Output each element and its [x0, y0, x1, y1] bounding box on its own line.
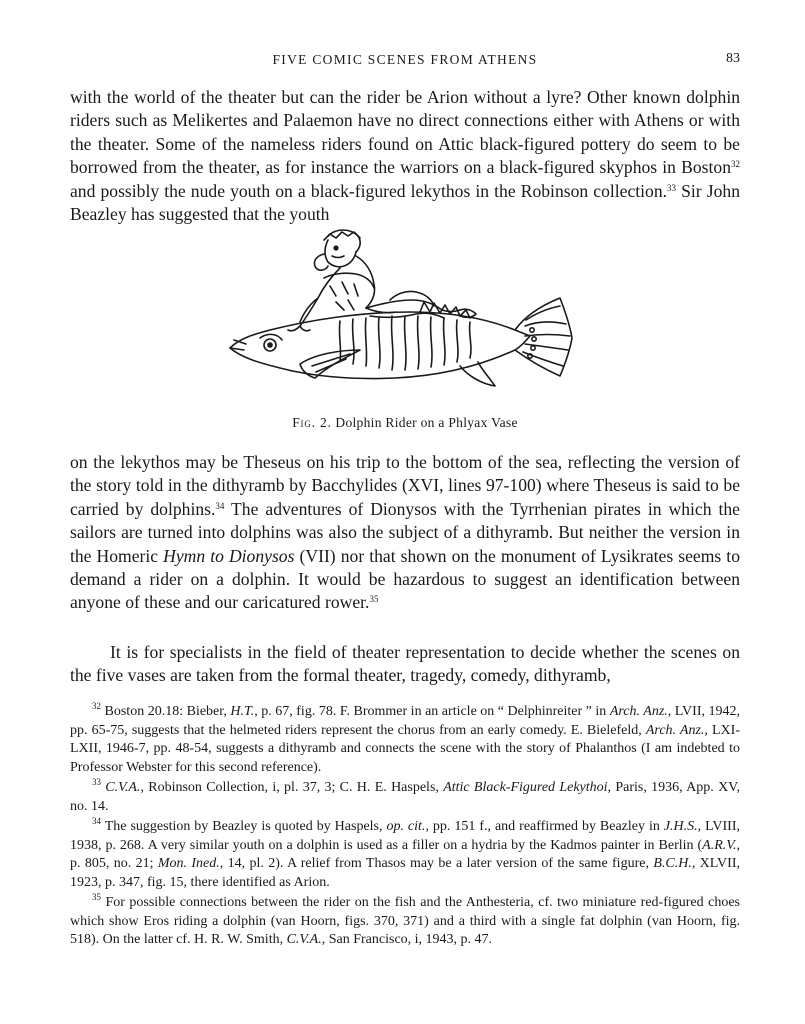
footnote-34 [70, 818, 740, 892]
figure-caption [70, 415, 740, 431]
footnote-italic: A.R.V. [702, 837, 737, 853]
footnote-text: , San Francisco, i, 1943, p. 47. [321, 932, 493, 947]
footnote-italic: Arch. Anz. [609, 704, 668, 719]
paragraph-1-text: with the world of the theater but can the rider be Arion without a lyre? Other known dolphin riders such as Melikertes and Palaemon have no direct connections either with Athens or with the theater. Some of the nameless riders found on Attic black-figured pottery do seem to be borrowed from the theater, as for instance the warriors on a black-figured skyphos in Boston [70, 87, 740, 178]
footnote-number: 35 [92, 892, 101, 902]
footnote-number: 34 [92, 816, 101, 826]
paragraph-1-text-end: Sir John Beazley has suggested that the youth [70, 180, 740, 225]
footnote-italic: B.C.H. [653, 856, 692, 871]
dolphin-rider-illustration [220, 226, 590, 406]
footnote-italic: H.T. [230, 704, 255, 719]
paragraph-3: It is for specialists in the field of theater representation to decide whether the scenes on the five vases are taken from the formal theater, tragedy, comedy, dithyramb, [70, 642, 740, 686]
footnotes [70, 703, 740, 952]
footnote-ref-35[interactable]: 35 [369, 594, 379, 605]
footnote-italic: op. cit. [386, 819, 426, 834]
footnote-ref-33[interactable]: 33 [667, 182, 677, 193]
footnote-ref-32[interactable]: 32 [731, 159, 740, 170]
footnote-text: , p. 805, no. 21; [70, 837, 740, 871]
footnote-text: , LVIII, 1938, p. 268. A very similar youth on a dolphin is used as a filler on a hydria by the Kadmos painter in Berlin ( [70, 819, 740, 853]
footnote-text: For possible connections between the rider on the fish and the Anthesteria, cf. two miniature red-figured choes which show Eros riding a dolphin (van Hoorn, figs. 370, 371) and a third with a single fat dolphin (van Hoorn, fig. 518). On the latter cf. H. R. W. Smith, [70, 895, 740, 947]
footnote-text: Boston 20.18: Bieber, [104, 704, 231, 719]
footnote-number: 33 [92, 777, 101, 787]
paragraph-1-text-mid: and possibly the nude youth on a black-figured lekythos in the Robinson collection. [70, 180, 668, 201]
footnote-italic: C.V.A. [105, 780, 141, 795]
paragraph-2-text-end: (VII) nor that shown on the monument of Lysikrates seems to demand a rider on a dolphin. It would be hazardous to suggest an identification between anyone of these and our caricatured rower. [70, 545, 740, 613]
work-title-italic: Hymn to Dionysos [163, 545, 295, 566]
paragraph-2-text-mid: The adventures of Dionysos with the Tyrrhenian pirates in which the sailors are turned into dolphins was also the subject of a dithyramb. But neither the version in the Homeric [70, 498, 740, 566]
footnote-text: The suggestion by Beazley is quoted by Haspels, [104, 819, 387, 834]
footnote-italic: C.V.A. [286, 932, 322, 947]
footnote-text: , p. 67, fig. 78. F. Brommer in an article on “ Delphinreiter ” in [254, 704, 610, 719]
footnote-text: , XLVII, 1923, p. 347, fig. 15, there identified as Arion. [70, 856, 740, 890]
footnote-italic: Attic Black-Figured Lekythoi [443, 780, 608, 795]
footnote-text: , 14, pl. 2). A relief from Thasos may be a later version of the same figure, [219, 856, 654, 871]
footnote-32 [70, 703, 740, 777]
paragraph-2-text: on the lekythos may be Theseus on his trip to the bottom of the sea, reflecting the version of the story told in the dithyramb by Bacchylides (XVI, lines 97-100) where Theseus is said to be carried by dolphins. [70, 452, 740, 519]
paragraph-1 [70, 86, 740, 226]
running-title: FIVE COMIC SCENES FROM ATHENS [272, 52, 538, 67]
running-header [70, 50, 740, 72]
footnote-text: , Paris, 1936, App. XV, no. 14. [70, 780, 740, 814]
footnote-text: , LVII, 1942, pp. 65-75, suggests that the helmeted riders represent the chorus from an early comedy. E. Bielefeld, [70, 704, 740, 738]
paragraph-2 [70, 451, 740, 615]
footnote-33 [70, 779, 740, 816]
footnote-italic: J.H.S. [663, 819, 698, 834]
page-number: 83 [726, 51, 740, 66]
footnote-35 [70, 894, 740, 950]
footnote-ref-34[interactable]: 34 [215, 500, 225, 511]
footnote-italic: Arch. Anz. [645, 722, 705, 738]
footnote-italic: Mon. Ined. [157, 856, 220, 871]
figure-caption-text: Dolphin Rider on a Phlyax Vase [335, 415, 518, 430]
figure-label: Fig. 2. [292, 415, 332, 430]
footnote-number: 32 [92, 701, 101, 711]
footnote-text: , Robinson Collection, i, pl. 37, 3; C. H. E. Haspels, [140, 780, 444, 795]
footnote-text: , pp. 151 f., and reaffirmed by Beazley in [425, 819, 664, 834]
footnote-text: , LXI-LXII, 1946-7, pp. 48-54, suggests a dithyramb and connects the scene with the story of Phalanthos (I am indebted to Professor Webster for this second reference). [70, 722, 740, 775]
figure-dolphin-rider [220, 226, 590, 406]
